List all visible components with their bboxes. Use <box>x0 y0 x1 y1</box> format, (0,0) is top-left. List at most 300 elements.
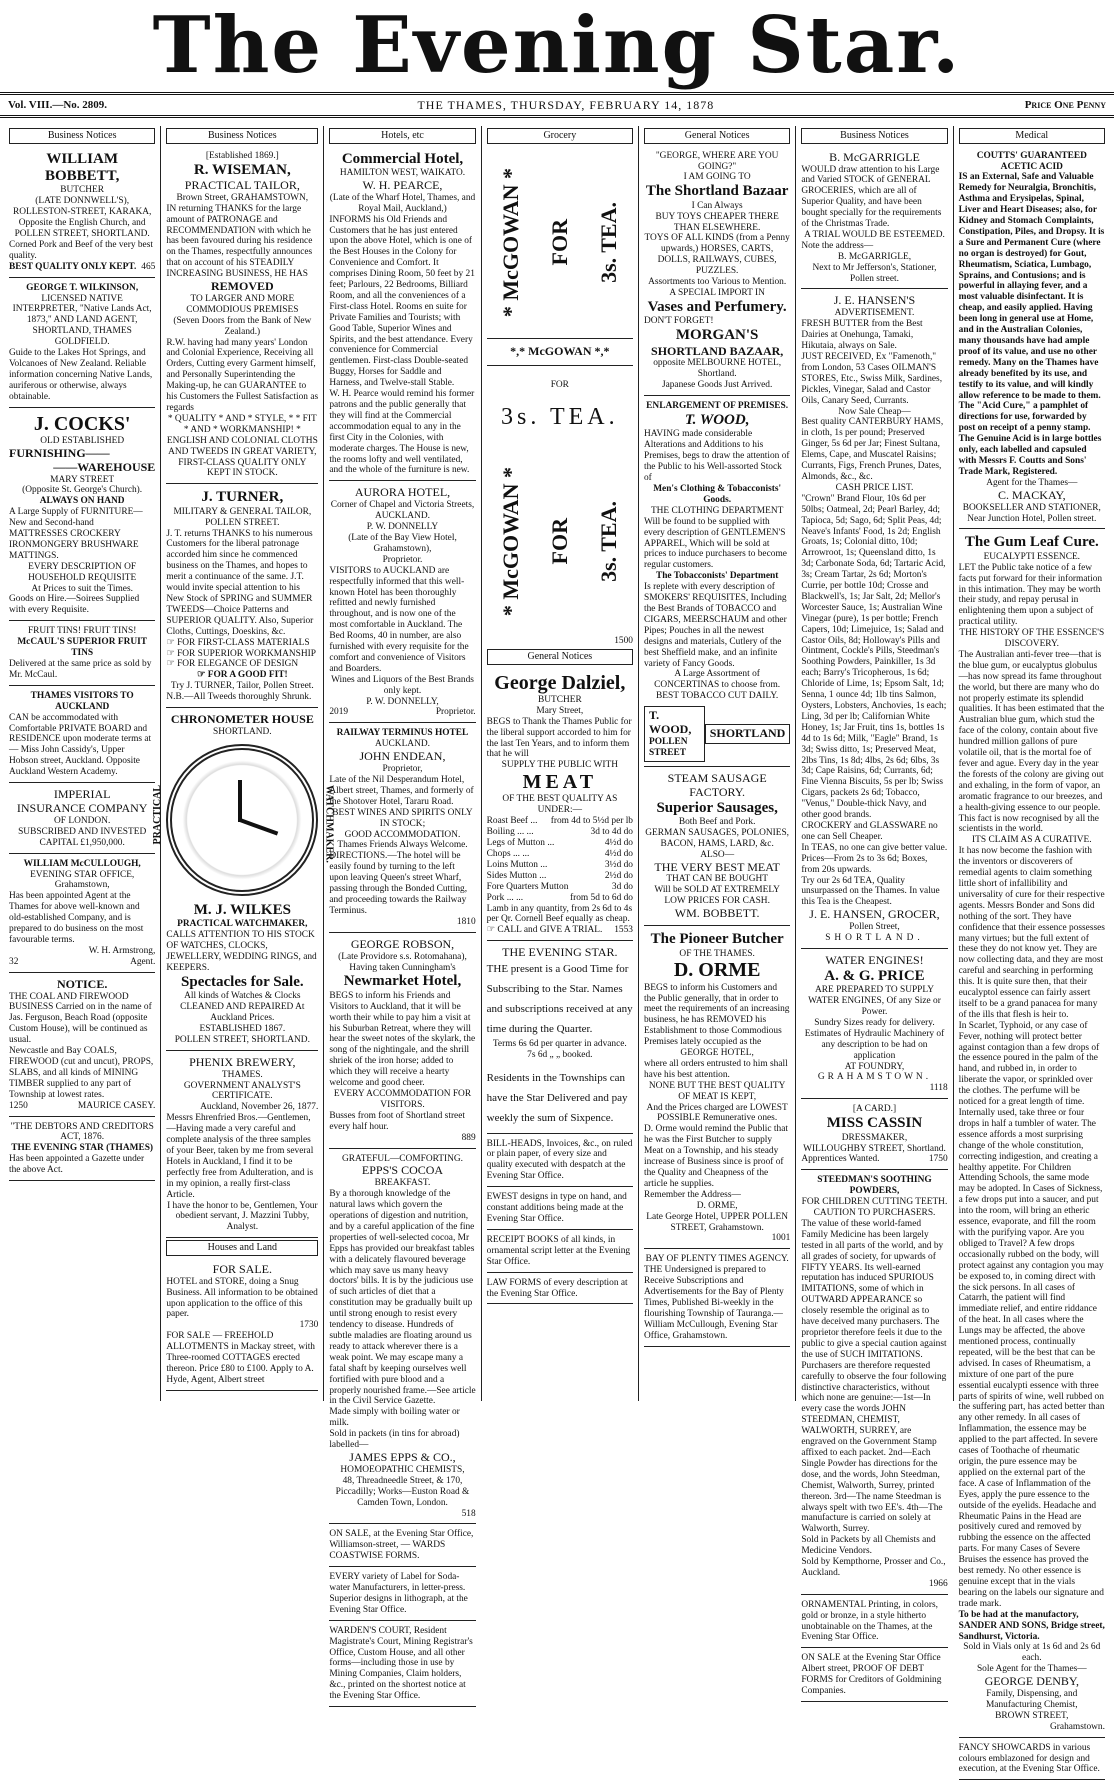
ad-cloths: ENGLISH AND COLONIAL CLOTHS AND TWEEDS IN GREAT VARIETY, <box>166 435 318 457</box>
tea-price: 3s. TEA. <box>595 202 621 284</box>
ad-text3: It has now become the fashion with the inventors or discoverers of remedial agents to claim something little short of infallibility and universality of cure for their respective agents. Messrs Bonder and Sons did nothing of the sort. They have confidence that their essence possesses many virtues; but the full extent of these they do not know yet. They are now collecting data, and they are most careful and searching in performing this. It is quite sure then, that their eucalyptol essence can fairly assert itself to be a grand panacea for many of the ills that flesh is heir to. <box>958 846 1105 1020</box>
ad-text: CALLS ATTENTION TO HIS STOCK OF WATCHES, CLOCKS, JEWELLERY, WEDDING RINGS, and KEEPERS. <box>166 930 317 973</box>
price-row <box>487 827 633 838</box>
ad-always: ALWAYS ON HAND <box>39 496 125 507</box>
volume-number: Vol. VIII.—No. 2809. <box>8 99 108 111</box>
ad-supply: SUPPLY THE PUBLIC WITH <box>501 760 618 771</box>
ad-text2: W. H. Pearce would remind his former patrons and the public generally that they will find at the Commercial accommodation equal to any in the first City in the Colonies, with moderate charges. The House is new, the rooms lofty and well ventilated, and the whole of the furniture is new. <box>329 389 475 476</box>
ad-text: BEGS to inform his Friends and Visitors to Auckland, that it will be worth their while to pay him a visit at his Suburban Retreat, where they will hear the sweet notes of the skylark, the song of the nightingale, and the shrill shriek of the iron horse; added to which they will receive a hearty welcome and good cheer. <box>329 990 476 1089</box>
ad-proprietor: JOHN ENDEAN, <box>359 749 446 764</box>
ad-also: ALSO— <box>700 849 735 860</box>
ad-name: George Dalziel, <box>494 671 626 694</box>
column-1 <box>4 126 161 1401</box>
column-heading: Business Notices <box>166 128 318 144</box>
ad-heading: The Gum Leaf Cure. <box>964 534 1099 551</box>
column-heading: Medical <box>959 128 1105 144</box>
price-row <box>487 816 633 827</box>
ad-text: J. T. returns THANKS to his numerous Customers for the liberal patronage accorded him since he commenced business on the Thames, and hopes to merit a continuance of the same. J.T. would invite special attention to his New Stock of SPRING and SUMMER TWEEDS—Choice Patterns and SUPERIOR QUALITY. Also, Superior Cloths, Cuttings, Doeskins, &c. <box>166 528 314 637</box>
ad-vials: Sold in Vials only at 1s 6d and 2s 6d each. <box>963 1642 1101 1664</box>
ad-text: IN returning THANKS for the large amount of PATRONAGE and RECOMMENDATION with which he has been favoured during his residence on the Thames, respectfully announces that on account of his STEADILY INCREASING BUSINESS, HE HAS <box>166 203 313 280</box>
ad-text: ORNAMENTAL Printing, in colors, gold or bronze, in a style hitherto unobtainable on the Thames, at the Evening Star Office. <box>801 1599 938 1643</box>
price-row <box>487 893 633 904</box>
ad-name: MISS CASSIN <box>826 1115 923 1132</box>
ad-receipt <box>487 1232 633 1273</box>
ad-text2: where all orders entrusted to him shall have his best attention. <box>643 1058 788 1080</box>
ad-always: I Can Always <box>691 200 743 211</box>
ad-role2: Proprietor. <box>435 707 476 718</box>
ad-text: HOTEL and STORE, doing a Snug Business. All information to be obtained upon application to the office of this paper. <box>166 1276 318 1320</box>
price-value: from 4d to 5½d per lb <box>550 816 633 827</box>
ad-text2: Newcastle and Bay COALS, FIREWOOD (cut and uncut), PROPS, SLABS, and all kinds of MINING TIMBER supplied to any part of Township at lowest rates. <box>9 1046 154 1100</box>
ad-and: And the Prices charged are LOWEST POSSIBLE Remunerative ones. <box>646 1102 788 1124</box>
ad-buy: BUY TOYS CHEAPER THERE THAN ELSEWHERE. <box>655 211 779 233</box>
ad-railway-hotel <box>329 725 475 932</box>
ad-fruit <box>9 623 155 686</box>
ad-heading: [A CARD.] <box>852 1104 897 1115</box>
ad-name: A. & G. PRICE <box>824 967 925 984</box>
ad-footer: BEST QUALITY ONLY KEPT. <box>9 261 137 272</box>
wood-logo-town: SHORTLAND <box>705 724 791 744</box>
ad-text: VISITORS to AUCKLAND are respectfully informed that this well-known Hotel has been thoroughly refitted and newly furnished throughout, and is now one of the most comfortable in Auckland. The Bed Rooms, 40 in number, are also furnished with every requisite for the comfort and convenience of Visitors and Boarders. <box>329 565 469 674</box>
ad-lamb: Lamb in any quantity, from 2s 6d to 4s per Qr. Cornell Beef equally as cheap. <box>486 903 633 925</box>
ad-ward-forms <box>329 1526 475 1567</box>
ad-of: OF THE BEST QUALITY AS UNDER:— <box>502 794 618 816</box>
price-row <box>487 849 633 860</box>
ad-heading: THE EVENING STAR. <box>502 945 618 960</box>
ad-name: GEORGE T. WILKINSON, <box>26 282 139 293</box>
ad-text: CAN be accommodated with Comfortable PRIVATE BOARD and RESIDENCE upon moderate terms at— Miss John Cassidy's, Upper Hobson street, Auckland. Opposite Auckland Western Academy. <box>9 712 152 778</box>
ad-text: ARE PREPARED TO SUPPLY WATER ENGINES, Of any Size or Power. <box>808 985 941 1018</box>
ad-mccullough <box>9 856 155 973</box>
ad-number: 1730 <box>299 1320 319 1331</box>
ad-address: Mary Street, <box>536 705 584 716</box>
tea-price-2: 3s. TEA. <box>501 404 619 431</box>
ad-answer: I AM GOING TO <box>683 172 751 183</box>
column-heading: Grocery <box>487 128 633 144</box>
ad-address: 48, Threadneedle Street, & 170, Piccadilly; Works—Euston Road & Camden Town, London. <box>335 1475 470 1508</box>
ad-name: The Shortland Bazaar <box>645 183 789 200</box>
tea-name: * McGOWAN * <box>498 466 524 616</box>
ad-address: HAMILTON WEST, WAIKATO. <box>339 167 466 178</box>
price-item: Roast Beef ... <box>486 816 538 827</box>
ad-heading: STEAM SAUSAGE FACTORY. <box>667 770 767 799</box>
ad-name: D. ORME <box>673 959 761 982</box>
ad-denby: GEORGE DENBY, <box>984 1674 1080 1689</box>
ad-toys: TOYS OF ALL KINDS (from a Penny upwards,) HORSES, CARTS, DOLLS, RAILWAYS, CUBES, PUZZLES. <box>644 233 790 277</box>
ad-warden <box>329 1623 475 1707</box>
ad-advertisement: ADVERTISEMENT. <box>834 308 915 319</box>
ad-trade: PRACTICAL TAILOR, <box>184 177 300 192</box>
ad-address: ROLLESTON-STREET, KARAKA, Opposite the English Church, and POLLEN STREET, SHORTLAND. <box>12 207 152 239</box>
place-date: THE THAMES, THURSDAY, FEBRUARY 14, 1878 <box>417 97 715 112</box>
masthead-title: The Evening Star. <box>152 0 962 91</box>
ad-signature: J. E. HANSEN, GROCER, <box>809 907 940 922</box>
column-3 <box>324 126 481 1702</box>
ad-text: INFORMS his Old Friends and Customers that he has just entered upon the above Hotel, which is one of the Best Houses in the Colony for Convenience and Comfort. It comprises Dining Room, 50 feet by 21 feet; Parlours, 22 Bedrooms, Billiard Room, and all the conveniences of a First-class Hotel. Rooms en suite for Private Families and Tourists; with Good Table, Superior Wines and Spirits, and the best attendance. Every convenience for Commercial gentlemen. First-class Double-seated Buggy, Horses for Saddle and Harness, and Twelve-stall Stable. <box>329 214 475 389</box>
tea-for: FOR <box>547 518 573 565</box>
ad-name: T. WOOD, <box>684 412 750 429</box>
ad-late: (Late of the Wharf Hotel, Thames, and Royal Mail, Auckland,) <box>329 192 476 214</box>
ad-call: ☞ CALL and GIVE A TRIAL. <box>486 925 603 936</box>
price-row <box>487 871 633 882</box>
ad-showcards <box>959 1740 1105 1780</box>
ad-sub: EUCALYPTI ESSENCE. <box>983 551 1081 562</box>
dateline <box>0 92 1114 118</box>
ad-cash: CASH PRICE LIST. <box>835 482 914 493</box>
wood-logo-name: T. WOOD, <box>648 708 692 737</box>
ad-remember: Remember the Address— <box>643 1189 741 1200</box>
ad-phenix <box>166 1053 318 1239</box>
ad-apprentices: Apprentices Wanted. <box>801 1154 880 1165</box>
ad-hansen <box>801 291 947 948</box>
ad-crockery: CROCKERY and GLASSWARE no one can Sell Cheaper. <box>801 820 938 842</box>
column-heading-general: General Notices <box>487 649 633 665</box>
ad-text: THE Undersigned is prepared to Receive Subscriptions and Advertisements for the Bay of Plenty Times, Published Bi-weekly in the flourishing Township of Tauranga.— William McCullough, Evening Star Office, Grahamstown. <box>643 1265 784 1341</box>
ad-text: BEGS to inform his Customers and the Public generally, that in order to meet the requirements of an increasing business, he has REMOVED his Establishment to those Commodious Premises lately occupied as the <box>643 982 790 1048</box>
tea-vertical-1 <box>487 148 633 338</box>
ad-tea: In TEAS, no one can give better value. Prices—From 2s to 3s 6d; Boxes, from 20s upwards. <box>801 842 948 875</box>
tea-banner: *,* McGOWAN *,* <box>487 338 633 366</box>
ad-text: Late of the Nil Desperandum Hotel, Albert street, Thames, and formerly of the Shotover Hotel, Tararu Road. <box>329 775 474 807</box>
price-item: Fore Quarters Mutton <box>486 881 569 892</box>
ad-number: 2019 <box>329 707 349 718</box>
ad-best: BEST WINES AND SPIRITS ONLY IN STOCK; <box>332 807 473 829</box>
ad-sold: Sold in Packets by all Chemists and Medicine Vendors. <box>801 1535 936 1557</box>
ad-sundry: Sundry Sizes ready for delivery. <box>814 1017 935 1028</box>
tea-for-2: FOR <box>550 379 569 390</box>
ad-line2: INSURANCE COMPANY <box>16 800 148 815</box>
ad-at: AT FOUNDRY, <box>844 1061 905 1072</box>
ad-name: R. WISEMAN, <box>193 161 291 178</box>
ad-title: THE EVENING STAR (THAMES) <box>11 1143 154 1154</box>
ad-title: LICENSED NATIVE INTERPRETER, "Native Lands Act, 1873," AND LAND AGENT, SHORTLAND, THAMES GOLDFIELD. <box>12 293 152 348</box>
ad-text: The value of these world-famed Family Medicine has been largely tested in all parts of the world, and by all grades of society, for upwards of FIFTY YEARS. Its well-earned reputation has induced SPURIOUS IMITATIONS, some of which in OUTWARD APPEARANCE so closely resemble the original as to have deceived many purchasers. The proprietor therefore feels it due to the public to give a special caution against the use of SUCH IMITATIONS. <box>801 1218 947 1360</box>
ad-bay-of-plenty <box>644 1251 790 1346</box>
ad-late: (Late Providore s.s. Rotomahana), Having taken Cunningham's <box>338 951 467 973</box>
ad-best: Best quality CANTERBURY HAMS, in cloth, 1s per pound; Preserved Ginger, 5s 6d per Jar; Finest Sultana, Elems, Cape, and Muscatel Raisins; Currants, Figs, French Prunes, Dates, Almonds, &c., &c. <box>801 417 944 482</box>
ad-text: Has been appointed Agent at the Thames for above well-known and old-established Company, and is prepared to do business on the most favourable terms. <box>9 891 144 945</box>
ad-debtors <box>9 1119 155 1182</box>
ad-text2: FOR SALE — FREEHOLD ALLOTMENTS in Mackay street, with Three-roomed COTTAGES erected thereon. Price £80 to £100. Apply to A. Hyde, Agent, Albert street <box>166 1331 315 1385</box>
ad-signature: W. H. Armstrong, <box>88 945 156 956</box>
ad-town: Grahamstown, <box>54 880 110 891</box>
wood-logo <box>644 706 790 762</box>
ad-proprietor: P. W. DONNELLY <box>366 522 439 533</box>
ad-number: 465 <box>141 261 156 272</box>
ad-name: WILLIAM McCULLOUGH, <box>23 858 141 869</box>
ad-title: McCAUL'S SUPERIOR FRUIT TINS <box>17 637 148 659</box>
ad-every: EVERY ACCOMMODATION FOR VISITORS. <box>333 1088 472 1110</box>
ad-number: 1810 <box>456 916 476 927</box>
ad-ornamental <box>801 1597 947 1649</box>
columns <box>4 126 1110 1775</box>
ad-claim: ITS CLAIM AS A CURATIVE. <box>972 835 1092 846</box>
ad-text: By a thorough knowledge of the natural laws which govern the operations of digestion and nutrition, and by a careful application of the fine properties of well-selected cocoa, Mr Epps has provided our breakfast tables with a delicately flavoured beverage which may save us many heavy doctors' bills. It is by the judicious use of such articles of diet that a constitution may be gradually built up until strong enough to resist every tendency to disease. Hundreds of subtle maladies are floating around us ready to attack wherever there is a weak point. We may escape many a fatal shaft by keeping ourselves well fortified with pure blood and a properly nourished frame.—See article in the Civil Service Gazette. <box>329 1189 476 1407</box>
ad-text: Messrs Ehrenfried Bros.—Gentlemen,—Having made a very careful and complete analysis of the three samples of your Beer, taken by me from several Hotels in Auckland, I find it to be perfectly free from Adulteration, and is in my opinion, a really first-class Article. <box>166 1113 314 1200</box>
tea-for: FOR <box>547 219 573 266</box>
ad-text: EWEST designs in type on hand, and constant additions being made at the Evening Star Office. <box>486 1192 627 1224</box>
ad-heading: FRUIT TINS! FRUIT TINS! <box>27 626 137 637</box>
ad-visitors <box>9 688 155 783</box>
tea-name: * McGOWAN * <box>498 168 524 318</box>
ad-name: RAILWAY TERMINUS HOTEL <box>336 728 469 739</box>
column-4 <box>482 126 639 1401</box>
ad-dept: THE CLOTHING DEPARTMENT <box>650 505 784 516</box>
ad-town: THAMES. <box>221 1069 263 1080</box>
ad-heading: BAY OF PLENTY TIMES AGENCY. <box>645 1254 789 1265</box>
ad-of: OF THE THAMES. <box>679 948 755 959</box>
ad-heading: GRATEFUL—COMFORTING. <box>341 1153 464 1164</box>
ad-text: LET the Public take notice of a few facts put forward for their information in this intimation. They may be worth their study, and repay perusal in enlightening them upon a subject of practical utility. <box>958 562 1103 628</box>
price-value: 3d to 4d do <box>590 827 633 838</box>
ad-address: Corner of Chapel and Victoria Streets, AUCKLAND. <box>330 500 475 522</box>
ad-seven-doors: (Seven Doors from the Bank of New Zealand.) <box>173 315 312 337</box>
ad-steedman <box>801 1172 947 1594</box>
ad-office: EVENING STAR OFFICE, <box>30 869 135 880</box>
price-row <box>487 838 633 849</box>
ad-text: THE COAL AND FIREWOOD BUSINESS Carried on in the name of Jas. Ferguson, Beach Road (opposite Custom House), will be continued as usual. <box>9 991 152 1046</box>
ad-good: GOOD ACCOMMODATION. <box>344 829 461 840</box>
ad-agent: Agent. <box>130 956 156 967</box>
ad-line2: ——WAREHOUSE <box>53 459 156 474</box>
ad-bazaar <box>644 148 790 397</box>
ad-text2: Will be found to be supplied with every description of GENTLEMEN'S APPAREL, Which will be sold at prices to induce purchasers to become regular customers. <box>643 516 787 571</box>
ad-heading: COUTTS' GUARANTEED ACETIC ACID <box>976 150 1087 172</box>
ad-try: Try our 2s 6d TEA, Quality unsurpassed on the Thames. In value this Tea is the Cheapest. <box>801 875 940 908</box>
ad-text2: R.W. having had many years' London and Colonial Experience, Receiving all Orders, Cutting every Garment himself, and Personally Superintending the Making-up, he can GUARANTEE to his Customers the Fullest Satisfaction as regards <box>166 337 319 414</box>
ad-name: J. TURNER, <box>201 489 284 506</box>
ad-signature: I have the honor to be, Gentlemen, Your obedient servant, J. Mazzini Tubby, Analyst. <box>167 1200 318 1233</box>
ad-trade: BUTCHER <box>60 185 105 196</box>
ad-signature: D. ORME, <box>696 1200 738 1211</box>
ad-heading: The Pioneer Butcher <box>650 931 784 948</box>
ad-f2: ☞ FOR ELEGANCE OF DESIGN <box>166 659 299 670</box>
price-value: 4½d do <box>604 838 633 849</box>
ad-line5: CAPITAL £1,950,000. <box>39 837 125 848</box>
ad-stock: A Large Supply of FURNITURE—New and Second-hand <box>9 507 143 529</box>
ad-steam-sausage <box>644 769 790 926</box>
ad-next: Next to Mr Jefferson's, Stationer, Pollen street. <box>812 262 937 284</box>
ad-type <box>487 1189 633 1230</box>
price-item: Loins Mutton ... <box>486 859 548 870</box>
ad-address: POLLEN STREET. <box>205 517 280 528</box>
ad-text3: Is replete with every description of SMOKERS' REQUISITES, Including the Best Brands of TOBACCO and CIGARS, MEERSCHAUM and other Pipes; Pouches in all the newest designs and materials, Cutlery of the best Sheffield make, and an infinite variety of Fancy Goods. <box>643 582 787 669</box>
ad-company: JAMES EPPS & CO., <box>349 1449 456 1464</box>
ad-newmarket-hotel <box>329 935 475 1149</box>
ad-sold: Will be SOLD AT EXTREMELY LOW PRICES FOR CASH. <box>654 885 780 907</box>
column-6 <box>796 126 953 1697</box>
ad-text: BEGS to Thank the Thames Public for the liberal support accorded to him for the last Ten Years, and to inform them that he will <box>486 716 632 760</box>
ad-shortland-bazaar: SHORTLAND BAZAAR, <box>651 343 784 358</box>
ad-law-forms <box>487 1275 633 1305</box>
ad-quality: * QUALITY * AND * STYLE, * * FIT * AND * WORKMANSHIP! * <box>167 413 317 435</box>
ad-text: IS an External, Safe and Valuable Remedy for Neuralgia, Bronchitis, Asthma and Erysipelas, Spinal, Liver and Heart Diseases; also, for Kidney and Stomach Complaints, Constipation, Piles, and Dropsy. It is a Sure and Permanent Cure (where no organ is destroyed) for Gout, Rheumatism, Sciatica, Lumbago, Sprains, and Contusions; and is powerful in allaying fever, and a most valuable disinfectant. It is cheap, and easily applied. Having been long in general use at Home, and in the Australian Colonies, many thousands have had ample proof of its value, and use no other remedy. Many on the Thames have already benefited by its use, and testify to its value, and will kindly allow reference to be made to them. The "Acid Cure," a pamphlet of directions for use, forwarded by post on receipt of a penny stamp. The Genuine Acid is in large bottles only, each labelled and capsuled with Messrs F. Coutts and Sons' Trade Mark, Registered. <box>958 172 1105 477</box>
ad-town: AUCKLAND. <box>375 739 430 750</box>
ad-meat: MEAT <box>522 771 598 794</box>
ad-text: Delivered at the same price as sold by Mr. McCaul. <box>9 659 152 680</box>
ad-text: WOULD draw attention to his Large and Varied STOCK of GENERAL GROCERIES, which are all of Superior Quality, and have been bought specially for the requirements of the Christmas Trade. <box>801 164 942 230</box>
ad-proprietor: W. H. PEARCE, <box>362 177 443 192</box>
ad-fresh: FRESH BUTTER from the Best Dairies at Onehunga, Tamaki, Hikutaia, always on Sale. <box>801 319 923 352</box>
ad-very-best: THE VERY BEST MEAT <box>654 859 780 874</box>
ad-chronometer <box>152 710 335 1051</box>
ad-both: Both Beef and Pork. <box>678 816 756 827</box>
ad-text: Has been appointed a Gazette under the above Act. <box>9 1154 145 1176</box>
ad-every: EVERY DESCRIPTION OF HOUSEHOLD REQUISITE <box>28 561 137 583</box>
ad-agent: Agent for the Thames— <box>986 477 1078 488</box>
ad-imperial <box>9 785 155 854</box>
ad-name: C. MACKAY, <box>997 487 1066 502</box>
ad-dont: DON'T FORGET! <box>643 316 714 327</box>
ad-estimates: Estimates of Hydraulic Machinery of any description to be had on application <box>804 1028 945 1061</box>
ad-name: J. COCKS' <box>33 412 131 435</box>
ad-to: TO LARGER AND MORE COMMODIOUS PREMISES <box>186 293 299 315</box>
ad-heading: J. E. HANSEN'S <box>833 293 916 308</box>
ad-side-left: PRACTICAL <box>152 784 164 845</box>
ad-spectacles: Spectacles for Sale. <box>181 973 304 990</box>
ad-directions: DIRECTIONS.—The hotel will be easily found by turning to the left upon leaving Queen's street Wharf, passing through the Bonded Cutting, and proceeding towards the Railway Terminus. <box>329 851 468 916</box>
ad-address: Late George Hotel, UPPER POLLEN STREET, Grahamstown. <box>646 1211 789 1233</box>
ad-established: ESTABLISHED 1867. <box>199 1023 286 1034</box>
ad-trial: A TRIAL WOULD BE ESTEEMED. <box>804 229 945 240</box>
ad-f1: ☞ FOR FIRST-CLASS MATERIALS ☞ FOR SUPERIOR WORKMANSHIP <box>166 637 316 659</box>
clock-hand-minute <box>240 818 279 835</box>
ad-text: Corned Pork and Beef of the very best quality. <box>9 239 153 261</box>
ad-role: BOOKSELLER AND STATIONER, <box>962 502 1101 513</box>
ad-items: MATTRESSES CROCKERY IRONMONGERY BRUSHWARE MATTINGS. <box>9 529 139 561</box>
ad-established: OLD ESTABLISHED <box>40 435 125 446</box>
ad-proprietor: GEORGE ROBSON, <box>350 936 455 951</box>
ad-heading: NOTICE. <box>56 976 108 991</box>
ad-history: THE HISTORY OF THE ESSENCE'S DISCOVERY. <box>959 628 1105 650</box>
ad-number: 1553 <box>614 925 633 936</box>
ad-sub: BREAKFAST. <box>374 1178 431 1189</box>
ad-heading: FOR SALE. <box>212 1261 272 1276</box>
ad-for: FOR CHILDREN CUTTING TEETH. <box>801 1197 948 1208</box>
ad-buses: Busses from foot of Shortland street every half hour. <box>329 1110 465 1132</box>
ad-trade: PRACTICAL WATCHMAKER, <box>177 919 308 930</box>
ad-prices: At Prices to suit the Times. <box>31 583 133 594</box>
ad-line4: SUBSCRIBED AND INVESTED <box>18 826 147 837</box>
wood-logo-street: POLLEN STREET <box>648 736 688 758</box>
ad-number: 1966 <box>928 1578 948 1589</box>
ad-opposite: opposite MELBOURNE HOTEL, Shortland. <box>653 358 782 380</box>
ad-signature: WM. BOBBETT. <box>674 906 760 921</box>
ad-side-right: WATCHMAKER. <box>323 784 335 863</box>
ad-name: M. J. WILKES <box>193 901 291 918</box>
ad-address: Pollen Street, <box>849 922 900 933</box>
ad-terms2: 7s 6d „ „ booked. <box>527 1050 593 1061</box>
ad-tobacconist: The Tobacconists' Department <box>655 571 779 582</box>
ad-number: 1250 <box>9 1100 28 1111</box>
ad-opposite: (Opposite St. George's Church). <box>22 485 143 496</box>
ad-number: 1118 <box>929 1083 948 1094</box>
ad-cassin <box>801 1101 947 1170</box>
ad-text: ON SALE, at the Evening Star Office, Williamson-street, — WARDS COASTWISE FORMS. <box>329 1529 474 1562</box>
ad-mcgarrigle <box>801 148 947 290</box>
column-heading: Business Notices <box>801 128 947 144</box>
column-heading: Hotels, etc <box>329 128 475 144</box>
price-item: Chops ... ... <box>486 848 530 859</box>
ad-first-class: FIRST-CLASS QUALITY ONLY KEPT IN STOCK. <box>178 457 307 479</box>
ad-name: PHENIX BREWERY, <box>189 1054 296 1069</box>
ad-heading: STEEDMAN'S SOOTHING POWDERS, <box>817 1175 932 1197</box>
ad-text2: Purchasers are therefore requested carefully to observe the four following distinctive characteristics, without which none are genuine:—1st—In every case the words JOHN STEEDMAN, CHEMIST, WALWORTH, SURREY, are engraved on the Government Stamp affixed to each packet. 2nd—Each Single Powder has directions for the dose, and the words, John Steedman, Chemist, Walworth, Surrey, printed thereon. 3rd—The name Steedman is always spelt with two EE's. 4th—The manufacture is carried on solely at Walworth, Surrey. <box>801 1360 947 1535</box>
price-list <box>487 816 633 903</box>
ad-hotel: GEORGE HOTEL, <box>680 1048 754 1059</box>
ad-text: EVERY variety of Label for Soda-water Manufacturers, in letter-press. Superior designs in lithograph, at the Evening Star Office. <box>329 1572 468 1615</box>
ad-text3: D. Orme would remind the Public that he was the First Butcher to supply Meat on a Township, and his steady increase of Business since is proof of the Quality and Cheapness of the article he supplies. <box>643 1124 788 1189</box>
ad-text4: In Scarlet, Typhoid, or any case of Fever, nothing will protect better against contagion than a few drops of the essence poured in the palm of the hand, and rubbed in, in order to liberate the vapor, or sprinkled over the clothes. The perfume will be noticed for a great length of time. Internally used, take three or four drops in half a tumbler of water. The essence affords a most surprising change of the whole constitution, correcting indigestion, and creating a healthy appetite. For Children Attending Schools, the same mode may be adopted. In Cases of Sickness, a few drops put into a saucer, and put into the room, will bring an etheric essence, evaporate, and fill the room with the purifying vapor. Are you obliged to Travel? A few drops occasionally rubbed on the body, will protect against any contagion you may be exposed to, in coming direct with the sick persons. In all cases of Catarrh, the patient will find immediate relief, and entire riddance of the heat. In all cases where the Lungs may be affected, the above mentioned process, continually repeated, will be the best that can be advised. In cases of Rheumatism, a mixture of one part of the pure essential eucalypti essence with three parts of spirits of wine, well rubbed on the suffering part, has acted better than any other remedy. In all cases of Inflammation, the essence may be applied to the part affected. In severe cases of Toothache of rheumatic origin, the pure essence may be applied on the external part of the face. A case of Inflammation of the Eyes, apply the pure essence to the outside of the eyelids. Headache and Rheumatic Pains in the Head are positively cured and removed by rubbing the essence on the affected parts. For many Cases of Severe Bruises the essence has proved the best remedy. No other essence is genuine except that in the vials bearing on the labels our signature and trade mark. <box>958 1020 1105 1609</box>
ad-address: WILLOUGHBY STREET, Shortland. <box>803 1143 946 1154</box>
price-item: Sides Mutton ... <box>486 870 547 881</box>
ad-wines: Wines and Liquors of the Best Brands only kept. <box>331 674 474 696</box>
ad-heading: "THE DEBTORS AND CREDITORS ACT, 1876. <box>10 1121 154 1143</box>
column-heading-houses: Houses and Land <box>166 1240 318 1256</box>
ad-town: Grahamstown. <box>1050 1721 1105 1732</box>
ad-question: "GEORGE, WHERE ARE YOU GOING?" <box>655 150 779 172</box>
ad-role: Proprietor, <box>382 764 423 775</box>
column-heading: General Notices <box>644 128 790 144</box>
ad-trade: BUTCHER <box>537 694 582 705</box>
ad-gum-leaf <box>959 531 1105 1737</box>
clock-illustration <box>152 744 335 896</box>
ad-late: (Late of the Bay View Hotel, Grahamstown), <box>348 532 457 554</box>
ad-commercial-hotel <box>329 148 475 482</box>
ad-line3: OF LONDON. <box>54 815 111 826</box>
ad-address: MARY STREET <box>50 474 115 485</box>
ad-terms: Terms 6s 6d per quarter in advance. <box>492 1039 627 1050</box>
ad-morgan: MORGAN'S <box>675 327 759 344</box>
price: Price One Penny <box>1024 99 1106 111</box>
ad-number: 1750 <box>928 1154 948 1165</box>
ad-number: 32 <box>9 956 19 967</box>
ad-bobbett <box>9 148 155 278</box>
ad-made: To be had at the manufactory, SANDER AND SONS, Bridge street, Sandhurst, Victoria. <box>958 1609 1105 1642</box>
column-7 <box>954 126 1110 1775</box>
ad-heading: ENLARGEMENT OF PREMISES. <box>646 401 789 412</box>
ad-mens: Men's Clothing & Tobacconists' Goods. <box>653 484 782 505</box>
ad-late: (LATE DONNWELL'S), <box>35 196 130 207</box>
ad-town: SHORTLAND. <box>213 726 272 737</box>
ad-labels <box>329 1569 475 1621</box>
ad-cocks <box>9 410 155 622</box>
ad-name: B. McGARRIGLE <box>829 149 920 164</box>
ad-best: BEST TOBACCO CUT DAILY. <box>656 691 779 702</box>
ad-address: Brown Street, GRAHAMSTOWN, <box>176 192 309 203</box>
ad-text: ON SALE at the Evening Star Office Albert street, PROOF OF DEBT FORMS for Creditors of Goldmining Companies. <box>801 1653 942 1697</box>
ad-line1: FURNISHING—— <box>9 445 110 460</box>
ad-list: "Crown" Brand Flour, 10s 6d per 50lbs; Oatmeal, 2d; Pearl Barley, 4d; Tapioca, 5d; Sago, 6d; Split Peas, 4d; Neave's Infants' Food, 1s 2d; English Groats, 1s; Colonial ditto, 10d; Arrowroot, 1s; Queensland ditto, 1s 3d; Carbonate Soda, 6d; Tartaric Acid, 3s; Cream Tartar, 2s 6d; Morton's Currie, per bottle 10d; Crosse and Blackwell's, 1s; Jar Salt, 2d; Mellor's Worcester Sauce, 1s; Australian Wine Vinegar (pure), 1s per bottle; French Capers, 10d; Limejuice, 1s; Salad and Castor Oils, 8d; Holloway's Pills and Ointment, Cockle's Pills, Steedman's Soothing Powders, Painkiller, 1s 3d each; Barry's Tricopherous, 1s 6d; Chloride of Lime, 1s; Epsom Salt, 1d; Senna, 1 ounce 4d; 1lb tins Salmon, Oysters, Lobsters, Anchovies, 1s each; Ling, 3d per lb; Californian White Honey, 1s; Jar Fruit, tins 1s, bottles 1s 4d to 1s 6d; Milk, "Eagle" Brand, 1s 3d; Swiss ditto, 1s; Preserved Meat, 2lbs Tins, 1s 8d; 4lbs, 2s 6d; 6lbs, 3s 3d; Cape Raisins, 6d; Currants, 6d; Fine Vienna Biscuits, 5s per lb; Swiss Cigars, packets 2s 6d; Tobacco, "Venus," Double-thick Navy, and other good brands. <box>801 493 947 821</box>
ad-text: WARDEN'S COURT, Resident Magistrate's Court, Mining Registrar's Office, Custom House, and all other forms—including those in use by Mining Companies, Claim holders, &c., printed on the shortest notice at the Evening Star Office. <box>329 1625 473 1702</box>
ad-proof-of-debt <box>801 1650 947 1702</box>
ad-none: NONE BUT THE BEST QUALITY OF MEAT IS KEPT, <box>648 1080 786 1102</box>
ad-name: EPPS'S COCOA <box>361 1163 444 1178</box>
ad-name: AURORA HOTEL, <box>354 485 451 500</box>
ad-assortments: Assortments too Various to Mention. <box>648 277 787 288</box>
ad-address: POLLEN STREET, SHORTLAND. <box>174 1034 310 1045</box>
ad-evening-star <box>487 943 633 1133</box>
ad-text: Guide to the Lakes Hot Springs, and Volcanoes of New Zealand. Reliable information concerning Native Lands, auriferous or otherwise, always obtainable. <box>9 348 153 402</box>
price-value: 4½d do <box>604 848 633 859</box>
ad-epps <box>329 1151 475 1525</box>
ad-vases: Vases and Perfumery. <box>647 298 787 315</box>
ad-houses <box>166 1260 318 1391</box>
ad-name: WILLIAM BOBBETT, <box>44 150 120 184</box>
ad-now: Now Sale Cheap— <box>838 406 911 417</box>
ad-aurora-hotel <box>329 483 475 723</box>
ad-sold: Sold in packets (in tins for abroad) labelled— <box>329 1429 460 1451</box>
